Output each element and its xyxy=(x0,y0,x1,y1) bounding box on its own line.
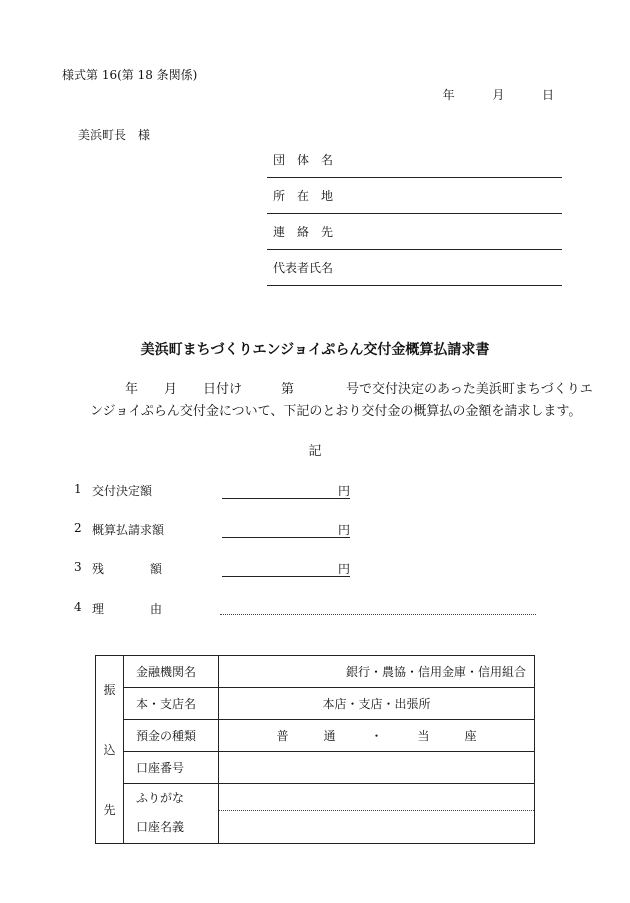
amount-input[interactable] xyxy=(222,482,350,499)
unit-yen: 円 xyxy=(337,523,350,537)
account-name-input[interactable] xyxy=(219,811,535,844)
field-label: 連 絡 先 xyxy=(273,225,334,239)
item-label: 概算払請求額 xyxy=(92,523,165,537)
item-label: 残 額 xyxy=(92,562,162,576)
item-number: 2 xyxy=(74,521,82,535)
field-organization-name[interactable] xyxy=(267,142,562,178)
deposit-type-label: 預金の種類 xyxy=(124,720,219,752)
date-month: 月 xyxy=(492,88,505,102)
item-number: 1 xyxy=(74,482,82,496)
account-number-input[interactable] xyxy=(219,752,535,784)
form-number: 様式第 16(第 18 条関係) xyxy=(62,68,198,82)
field-address[interactable] xyxy=(267,178,562,214)
institution-label: 金融機関名 xyxy=(124,656,219,688)
ki-heading: 記 xyxy=(308,444,322,459)
body-text-line-2: ンジョイぷらん交付金について、下記のとおり交付金の概算払の金額を請求します。 xyxy=(90,404,582,419)
deposit-type-input[interactable]: 普 通 ・ 当 座 xyxy=(219,720,535,752)
date-year: 年 xyxy=(442,88,455,102)
amount-input[interactable] xyxy=(222,560,350,577)
branch-input[interactable]: 本店・支店・出張所 xyxy=(219,688,535,720)
date-line xyxy=(443,86,554,103)
item-number: 4 xyxy=(74,600,82,614)
field-label: 所 在 地 xyxy=(273,189,334,203)
account-name-label: 口座名義 xyxy=(124,811,219,844)
document-title: 美浜町まちづくりエンジョイぷらん交付金概算払請求書 xyxy=(140,342,490,358)
furigana-label: ふりがな xyxy=(124,784,219,811)
item-number: 3 xyxy=(74,560,82,574)
branch-label: 本・支店名 xyxy=(124,688,219,720)
bank-transfer-table xyxy=(95,655,535,844)
item-label: 理 由 xyxy=(92,602,162,616)
addressee: 美浜町長 様 xyxy=(78,128,151,142)
field-representative[interactable] xyxy=(267,250,562,286)
body-text-line-1: 年 月 日付け 第 号で交付決定のあった美浜町まちづくりエ xyxy=(125,382,593,397)
applicant-fields xyxy=(267,142,562,286)
field-label: 団 体 名 xyxy=(273,153,334,167)
item-label: 交付決定額 xyxy=(92,484,153,498)
transfer-destination-label: 振 込 先 xyxy=(96,656,124,844)
furigana-input[interactable] xyxy=(219,784,535,811)
unit-yen: 円 xyxy=(337,484,350,498)
amount-input[interactable] xyxy=(222,521,350,538)
institution-input[interactable]: 銀行・農協・信用金庫・信用組合 xyxy=(219,656,535,688)
field-label: 代表者氏名 xyxy=(273,261,334,275)
field-contact[interactable] xyxy=(267,214,562,250)
account-number-label: 口座番号 xyxy=(124,752,219,784)
reason-input[interactable] xyxy=(220,610,536,615)
unit-yen: 円 xyxy=(337,562,350,576)
date-day: 日 xyxy=(541,88,554,102)
